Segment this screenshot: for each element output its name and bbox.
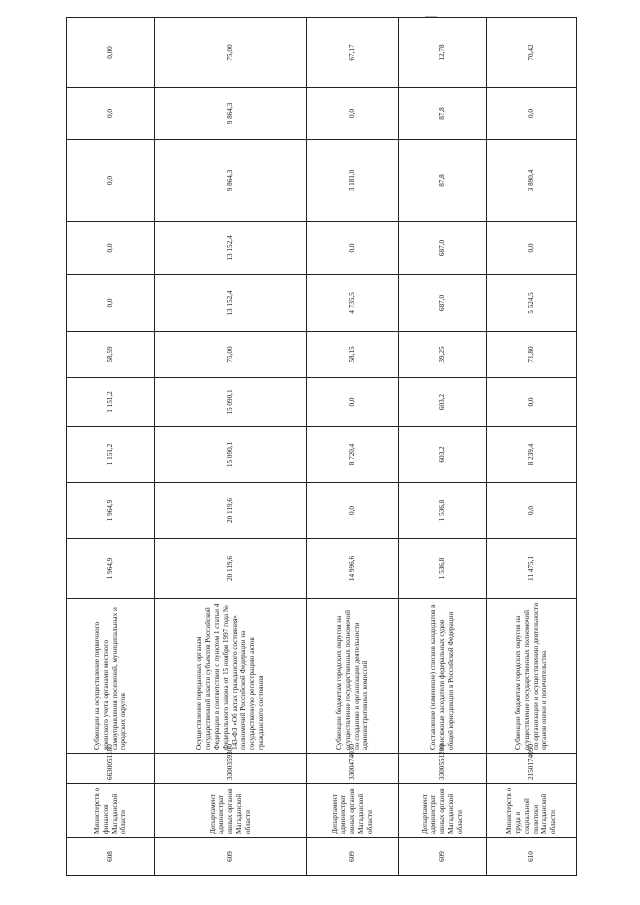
percent-cell: 67,17: [307, 18, 399, 88]
value-cell: 687,0: [399, 275, 487, 332]
code-cell: 2150174090: [487, 754, 577, 784]
organization-cell: Департамент администрат ивных органов Магаданской области: [399, 784, 487, 838]
value-cell: 20 119,6: [155, 483, 307, 539]
value-cell: 4 735,5: [307, 275, 399, 332]
value-cell: 1 536,8: [399, 483, 487, 539]
code-cell: 3300551200: [399, 754, 487, 784]
value-cell: 1 151,2: [67, 378, 155, 427]
code-cell: 6630051180: [67, 754, 155, 784]
organization-cell: Департамент администрат ивных органов Магаданской области: [307, 784, 399, 838]
row-number: 609: [155, 838, 307, 876]
percent-cell: 70,42: [487, 18, 577, 88]
description-cell: Субвенции на осуществление первичного воинского учета органами местного самоуправления поселений, муниципальных и городских округов: [67, 599, 155, 754]
value-cell: 1 536,8: [399, 539, 487, 599]
value-cell: 15 090,1: [155, 378, 307, 427]
table-row: [307, 18, 399, 876]
value-cell: 0,0: [67, 140, 155, 222]
description-cell: Субвенции бюджетам городских округов на осуществление государственных полномочий по организации и осуществлению деятельности органов опеки и попечительства: [487, 599, 577, 754]
value-cell: 8 720,4: [307, 427, 399, 483]
value-cell: 5 524,5: [487, 275, 577, 332]
percent-cell: 71,80: [487, 332, 577, 378]
budget-table: [66, 17, 577, 876]
value-cell: 0,0: [67, 88, 155, 140]
organization-cell: Департамент администрат ивных органов Магаданской области: [155, 784, 307, 838]
value-cell: 603,2: [399, 378, 487, 427]
table-frame: [66, 44, 576, 876]
percent-cell: 12,78: [399, 18, 487, 88]
code-cell: 3300359300: [155, 754, 307, 784]
value-cell: 14 996,6: [307, 539, 399, 599]
percent-cell: 39,25: [399, 332, 487, 378]
value-cell: 0,0: [487, 378, 577, 427]
percent-cell: 75,00: [155, 332, 307, 378]
value-cell: 13 152,4: [155, 222, 307, 275]
description-cell: Составление (изменение) списков кандидатов в присяжные заседатели федеральных судов общей юрисдикции в Российской Федерации: [399, 599, 487, 754]
table-row: [487, 18, 577, 876]
value-cell: 0,0: [307, 222, 399, 275]
row-number: 608: [67, 838, 155, 876]
percent-cell: 58,59: [67, 332, 155, 378]
value-cell: 0,0: [487, 222, 577, 275]
value-cell: 0,0: [487, 88, 577, 140]
value-cell: 0,0: [307, 483, 399, 539]
code-cell: 3300474030: [307, 754, 399, 784]
value-cell: 20 119,6: [155, 539, 307, 599]
description-cell: Осуществление переданных органам государственной власти субъектов Российской Федерации в соответствии с пунктом 1 статьи 4 Федерального закона от 15 ноября 1997 года № 143-ФЗ «Об актах гражданского состояния» полномочий Российской Федерации на государственную регистрацию актов гражданского состояния: [155, 599, 307, 754]
value-cell: 1 151,2: [67, 427, 155, 483]
table-row: [399, 18, 487, 876]
value-cell: 8 239,4: [487, 427, 577, 483]
value-cell: 11 475,1: [487, 539, 577, 599]
value-cell: 1 964,9: [67, 539, 155, 599]
value-cell: 3 181,0: [307, 140, 399, 222]
value-cell: 9 864,3: [155, 88, 307, 140]
value-cell: 0,0: [67, 275, 155, 332]
organization-cell: Министерств о труда и социальной политики Магаданской области: [487, 784, 577, 838]
table-row: [67, 18, 155, 876]
table-row: [155, 18, 307, 876]
row-number: 610: [487, 838, 577, 876]
value-cell: 15 090,1: [155, 427, 307, 483]
value-cell: 9 864,3: [155, 140, 307, 222]
value-cell: 13 152,4: [155, 275, 307, 332]
value-cell: 0,0: [307, 378, 399, 427]
percent-cell: 58,15: [307, 332, 399, 378]
value-cell: 3 890,4: [487, 140, 577, 222]
percent-cell: 0,00: [67, 18, 155, 88]
rotated-table-wrapper: [66, 44, 576, 876]
percent-cell: 75,00: [155, 18, 307, 88]
value-cell: 87,8: [399, 88, 487, 140]
value-cell: 0,0: [307, 88, 399, 140]
value-cell: 1 964,9: [67, 483, 155, 539]
organization-cell: Министерств о финансов Магаданской области: [67, 784, 155, 838]
value-cell: 0,0: [487, 483, 577, 539]
value-cell: 603,2: [399, 427, 487, 483]
value-cell: 87,8: [399, 140, 487, 222]
value-cell: 687,0: [399, 222, 487, 275]
row-number: 609: [307, 838, 399, 876]
description-cell: Субвенции бюджетам городских округов на осуществление государственных полномочий по созданию и организации деятельности административных комиссий: [307, 599, 399, 754]
row-number: 609: [399, 838, 487, 876]
value-cell: 0,0: [67, 222, 155, 275]
